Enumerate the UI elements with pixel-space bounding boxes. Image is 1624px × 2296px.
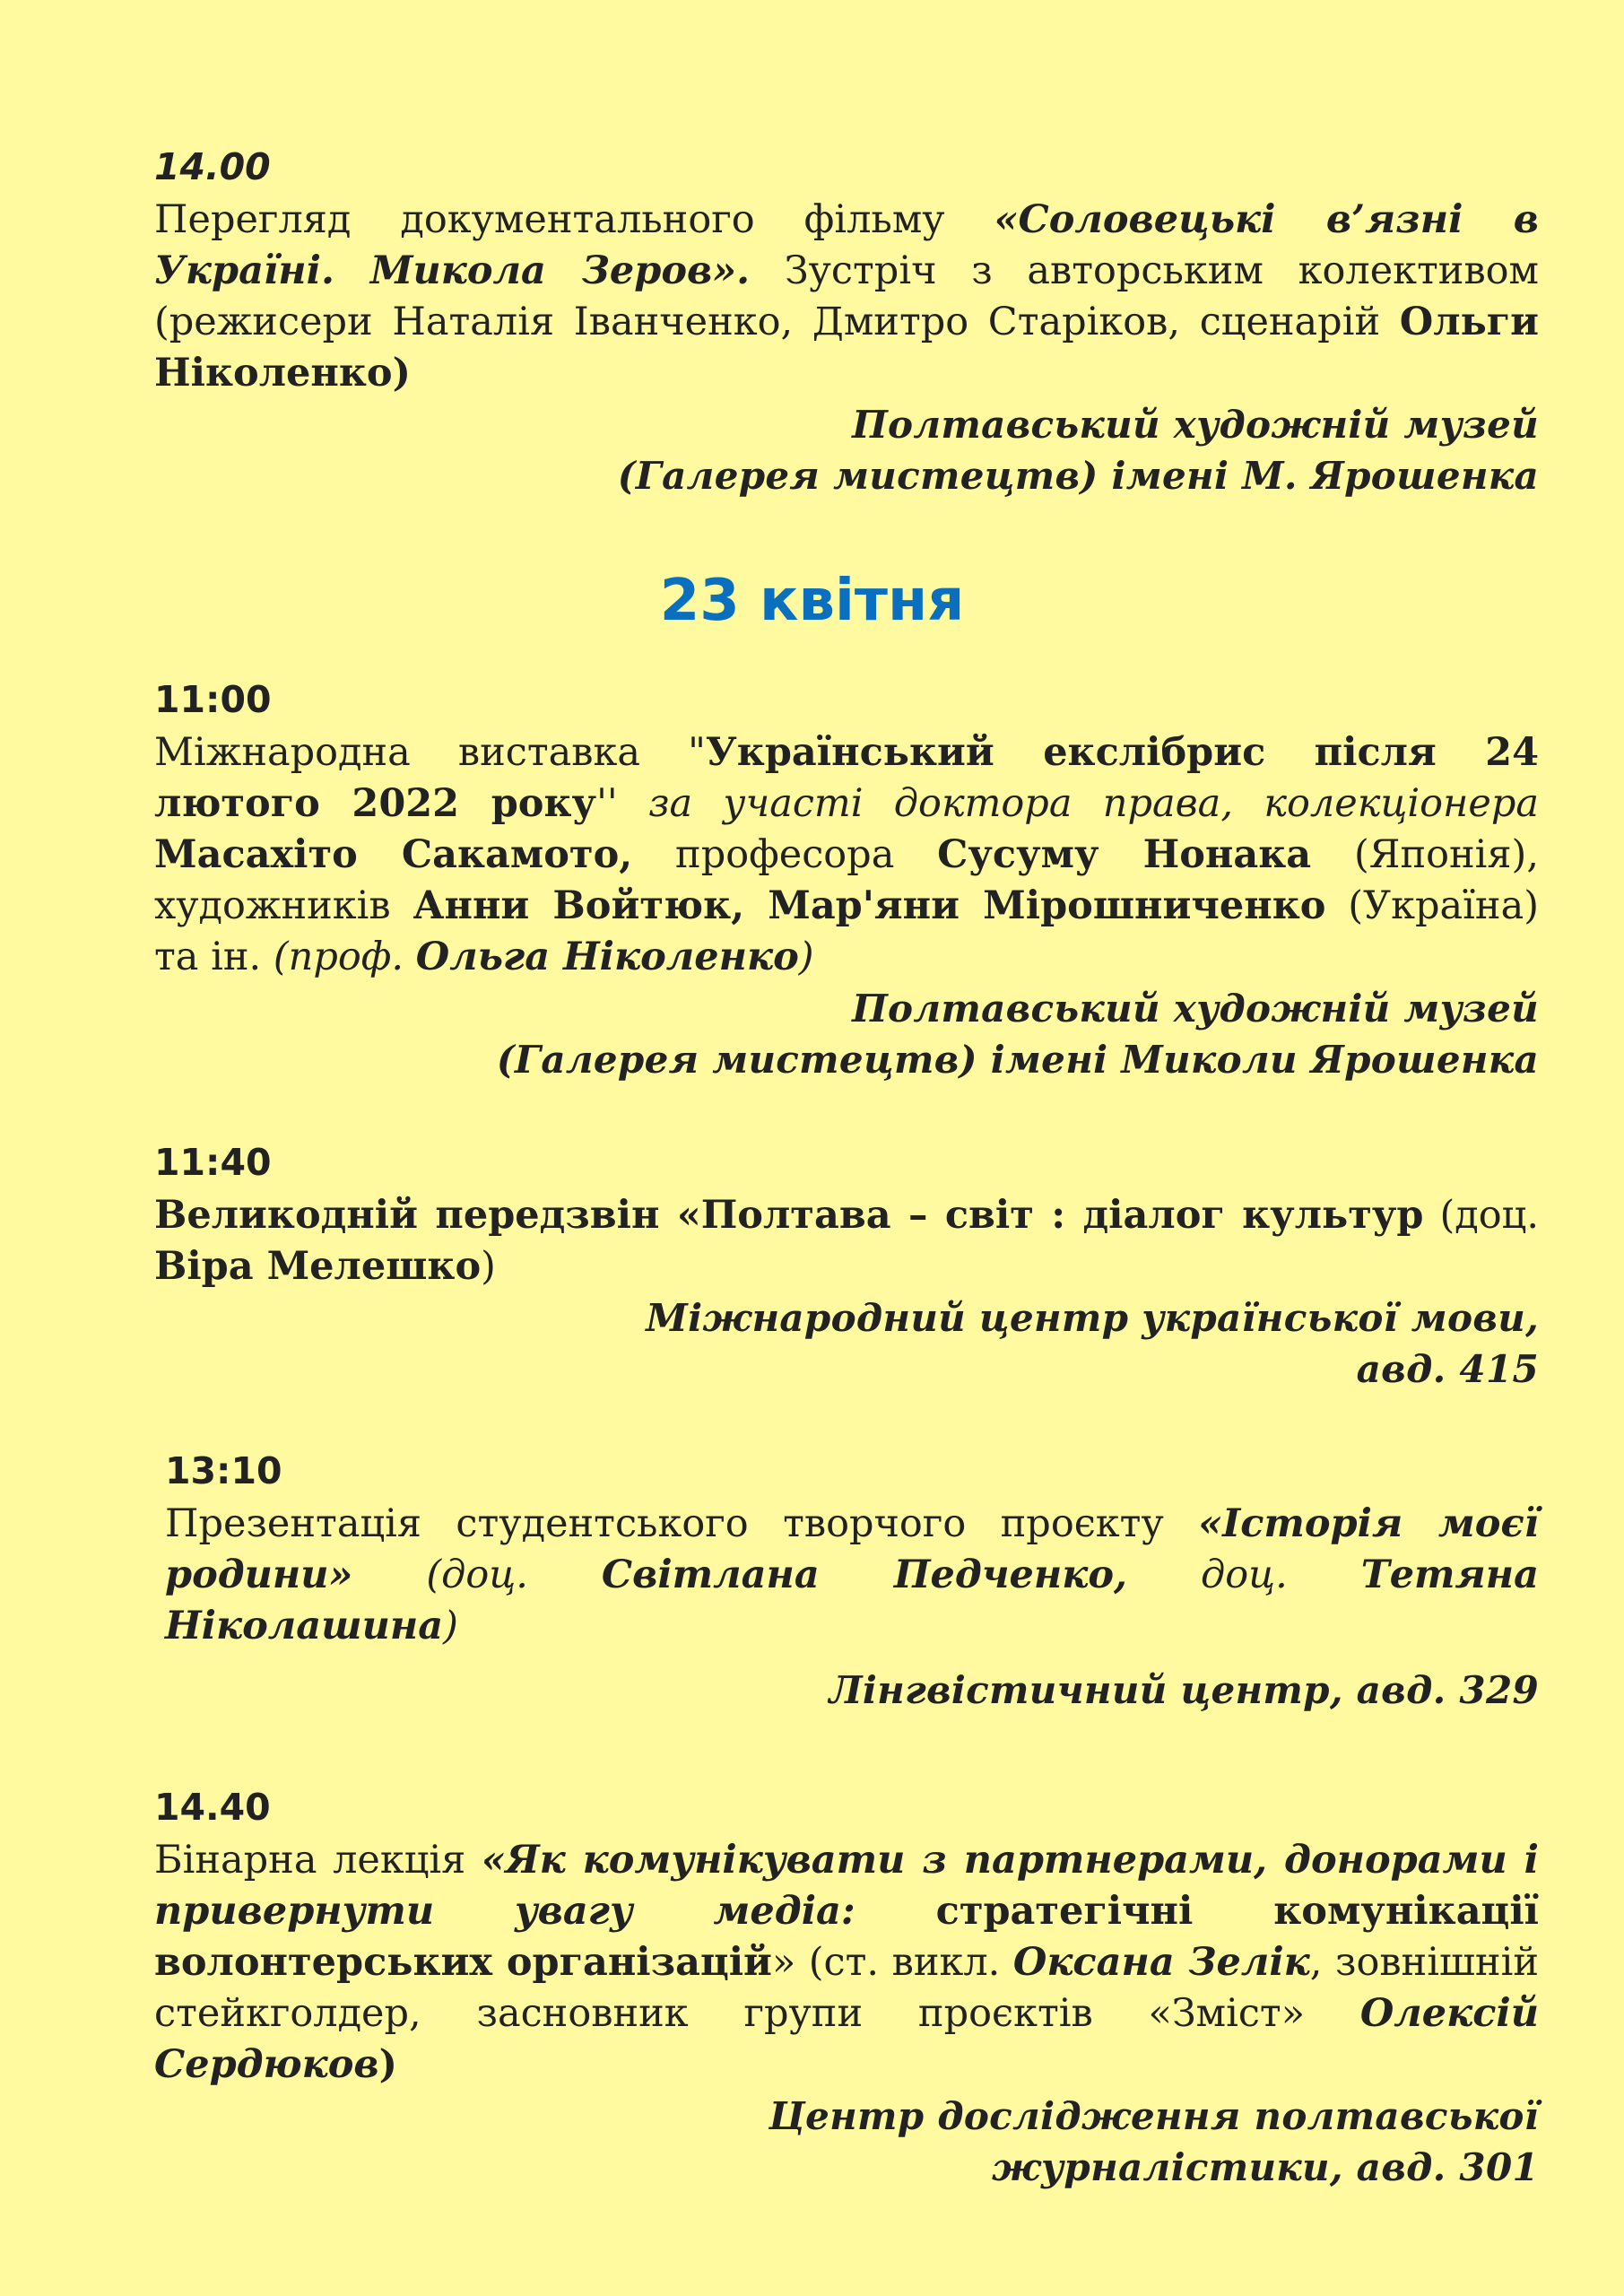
desc-text: ): [798, 935, 814, 979]
film-title: «Соловецькі в’язні в Україні. Микола Зеров».: [154, 197, 1540, 293]
desc-text: ): [378, 2042, 397, 2087]
venue-line: журналістики, авд. 301: [991, 2145, 1539, 2189]
desc-text: (Україна) та ін.: [154, 883, 1539, 979]
event-venue: [154, 399, 1539, 501]
exhibition-title: Український екслібрис після 24 лютого 2022 року: [154, 730, 1539, 826]
event-block: [154, 1782, 1539, 2193]
event-description: [154, 1190, 1539, 1292]
venue-line: (Галерея мистецтв) імені М. Ярошенка: [617, 454, 1539, 498]
desc-text: ): [481, 1244, 496, 1289]
desc-text: доц.: [1127, 1552, 1361, 1597]
person-name: Віра Мелешко: [154, 1244, 482, 1289]
venue-line: Полтавський художній музей: [852, 403, 1539, 447]
desc-text: ): [443, 1604, 458, 1648]
lecture-title: «Як комунікувати з партнерами, донорами і привернути увагу медіа:: [154, 1838, 1539, 1934]
venue-line: Лінгвістичний центр, авд. 329: [829, 1668, 1539, 1712]
desc-text: (доц.: [1423, 1193, 1539, 1238]
event-time: 14.40: [154, 1786, 271, 1829]
person-name: Сусуму Нонака: [937, 832, 1312, 877]
person-name: Анни Войтюк, Мар'яни Мірошниченко: [413, 883, 1326, 928]
event-description: [154, 195, 1539, 399]
event-venue: [165, 1665, 1539, 1716]
event-block: [154, 142, 1539, 501]
desc-text: » (ст. викл.: [771, 1940, 1013, 1985]
event-time: 13:10: [165, 1449, 282, 1492]
event-venue: [154, 2091, 1539, 2193]
desc-text: Перегляд документального фільму: [154, 197, 994, 242]
person-name: Тетяна Ніколашина: [165, 1552, 1539, 1648]
venue-line: Центр дослідження полтавської: [769, 2094, 1539, 2138]
event-block: [165, 1446, 1539, 1716]
desc-text: Міжнародна виставка ": [154, 730, 706, 775]
event-time: 11:00: [154, 678, 272, 721]
event-time: 11:40: [154, 1141, 272, 1184]
desc-text: Презентація студентського творчого проєкту: [165, 1501, 1199, 1546]
person-name: Ольга Ніколенко: [415, 935, 799, 979]
desc-text: (Японія), художників: [154, 832, 1539, 928]
person-name: Масахіто Сакамото,: [154, 832, 633, 877]
event-description: [165, 1499, 1539, 1652]
venue-line: Міжнародний центр української мови,: [646, 1296, 1539, 1340]
event-block: [154, 1137, 1539, 1395]
date-heading: 23 квітня: [659, 568, 965, 634]
lecture-title: стратегічні комунікації волонтерських організацій: [154, 1889, 1539, 1985]
event-time: 14.00: [154, 145, 271, 188]
desc-text: за участі доктора права, колекціонера: [617, 781, 1539, 826]
project-title: «Історія моєї родини»: [165, 1501, 1539, 1597]
event-venue: [154, 983, 1539, 1085]
event-description: [154, 1835, 1539, 2091]
venue-line: авд. 415: [1356, 1347, 1539, 1391]
venue-line: Полтавський художній музей: [852, 987, 1539, 1031]
person-name: Олексій Сердюков: [154, 1991, 1539, 2087]
person-name: Світлана Педченко,: [601, 1552, 1128, 1597]
desc-text: Бінарна лекція: [154, 1838, 482, 1883]
venue-line: (Галерея мистецтв) імені Миколи Ярошенка: [496, 1038, 1539, 1082]
event-title: Великодній передзвін «Полтава – світ : діалог культур: [154, 1193, 1424, 1238]
desc-text: професора: [632, 832, 938, 877]
desc-text: , зовнішній стейкголдер, засновник групи проєктів «Зміст»: [154, 1940, 1539, 2036]
event-venue: [154, 1292, 1539, 1395]
desc-text: (доц.: [352, 1552, 602, 1597]
person-name: Ольги Ніколенко): [154, 300, 1539, 396]
person-name: Оксана Зелік: [1012, 1940, 1310, 1985]
desc-text: Зустріч з авторським колективом (режисери Наталія Іванченко, Дмитро Старіков, сценарій: [154, 248, 1540, 344]
event-description: [154, 727, 1539, 983]
event-block: [154, 674, 1539, 1085]
desc-text: '': [596, 781, 618, 826]
desc-text: (проф.: [273, 935, 416, 979]
